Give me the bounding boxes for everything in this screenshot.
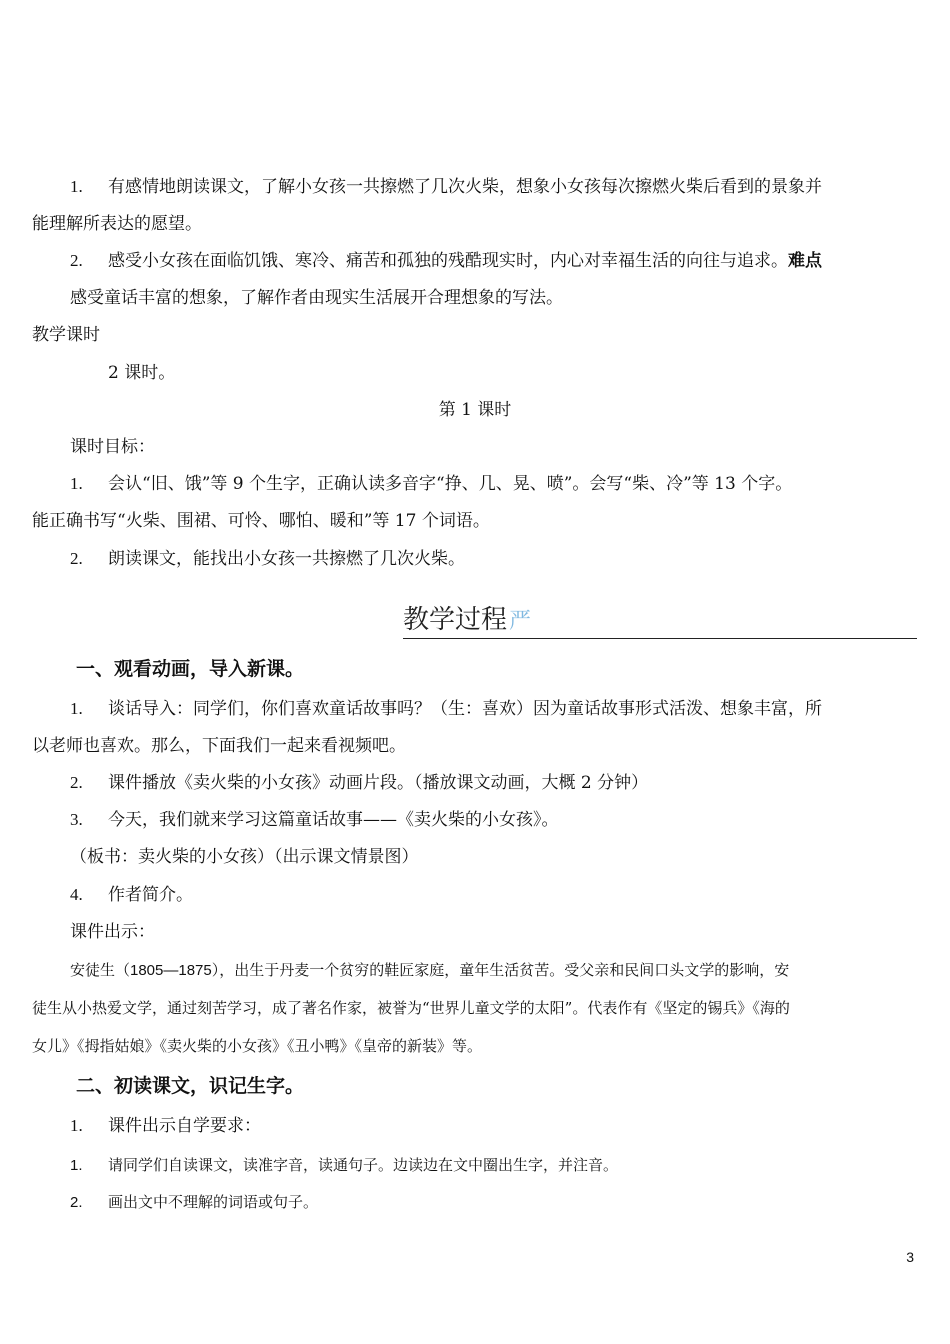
goal-1-number: 1. — [70, 177, 83, 196]
step-2-number: 2. — [70, 773, 83, 792]
author-bio-text: 出生于丹麦一个贫穷的鞋匠家庭，童年生活贫苦。受父亲和民间口头文学的影响，安 — [234, 961, 790, 979]
step-3-number: 3. — [70, 810, 83, 829]
lesson-target-label: 课时目标： — [70, 437, 155, 457]
blackboard-note: （板书：卖火柴的小女孩）（出示课文情景图） — [70, 847, 419, 867]
section-1-step-1-line-2: 以老师也喜欢。那么，下面我们一起来看视频吧。 — [32, 736, 406, 756]
author-bio-line-1 — [70, 958, 789, 983]
banner-decoration: 严 — [509, 609, 532, 634]
target-2 — [70, 547, 465, 571]
teaching-process-banner — [403, 604, 917, 639]
target-2-text: 朗读课文，能找出小女孩一共擦燃了几次火柴。 — [108, 549, 465, 569]
goal-1-line-1 — [70, 175, 822, 199]
self-study-requirement-2 — [70, 1190, 318, 1215]
target-1-text: 会认“旧、饿”等 9 个生字，正确认读多音字“挣、几、晃、喷”。会写“柴、冷”等 13 个字。 — [108, 474, 793, 494]
section-1-heading: 一、观看动画，导入新课。 — [76, 658, 305, 680]
goal-1-line-2: 能理解所表达的愿望。 — [32, 214, 202, 234]
step-1-number: 1. — [70, 699, 83, 718]
target-1-line-1 — [70, 472, 792, 496]
page-number: 3 — [906, 1249, 914, 1265]
goal-3: 感受童话丰富的想象，了解作者由现实生活展开合理想象的写法。 — [70, 288, 563, 308]
section-2-step-1 — [70, 1114, 261, 1138]
difficulty-tag: 难点 — [788, 251, 822, 270]
step-4-text: 作者简介。 — [108, 885, 193, 905]
step-3-text: 今天，我们就来学习这篇童话故事——《卖火柴的小女孩》。 — [108, 810, 559, 830]
section-2-heading: 二、初读课文，识记生字。 — [76, 1075, 305, 1097]
goal-2-text: 感受小女孩在面临饥饿、寒冷、痛苦和孤独的残酷现实时，内心对幸福生活的向往与追求。 — [108, 251, 788, 271]
teaching-hours-label: 教学课时 — [32, 325, 100, 345]
goal-2-number: 2. — [70, 251, 83, 270]
section-2-step-1-number: 1. — [70, 1116, 83, 1135]
lesson-1-title: 第 1 课时 — [438, 400, 512, 420]
author-years: 安徒生（1805—1875）， — [70, 962, 235, 979]
target-1-number: 1. — [70, 474, 83, 493]
section-1-step-2 — [70, 771, 648, 795]
requirement-2-text: 画出文中不理解的词语或句子。 — [108, 1193, 319, 1211]
requirement-1-number: 1. — [70, 1157, 83, 1174]
requirement-2-number: 2. — [70, 1194, 83, 1211]
section-1-step-1-line-1 — [70, 697, 822, 721]
target-1-line-2: 能正确书写“火柴、围裙、可怜、哪怕、暖和”等 17 个词语。 — [32, 511, 490, 531]
author-bio-line-3: 女儿》《拇指姑娘》《卖火柴的小女孩》《丑小鸭》《皇帝的新装》等。 — [32, 1037, 483, 1055]
section-2-step-1-text: 课件出示自学要求： — [108, 1116, 261, 1136]
section-1-step-4 — [70, 883, 193, 907]
requirement-1-text: 请同学们自读课文，读准字音，读通句子。边读边在文中圈出生字，并注音。 — [108, 1156, 619, 1174]
step-2-text: 课件播放《卖火柴的小女孩》动画片段。（播放课文动画，大概 2 分钟） — [108, 773, 649, 793]
goal-2 — [70, 249, 822, 273]
section-1-step-3 — [70, 808, 559, 832]
courseware-label: 课件出示： — [70, 922, 155, 942]
step-4-number: 4. — [70, 885, 83, 904]
self-study-requirement-1 — [70, 1153, 618, 1178]
teaching-process-title: 教学过程 — [403, 605, 508, 635]
target-2-number: 2. — [70, 549, 83, 568]
teaching-hours-value: 2 课时。 — [108, 363, 176, 383]
step-1-text: 谈话导入：同学们，你们喜欢童话故事吗？（生：喜欢）因为童话故事形式活泼、想象丰富，所 — [108, 699, 822, 719]
goal-1-text: 有感情地朗读课文，了解小女孩一共擦燃了几次火柴，想象小女孩每次擦燃火柴后看到的景象并 — [108, 177, 822, 197]
author-bio-line-2: 徒生从小热爱文学，通过刻苦学习，成了著名作家，被誉为“世界儿童文学的太阳”。代表作有《坚定的锡兵》《海的 — [32, 999, 790, 1017]
